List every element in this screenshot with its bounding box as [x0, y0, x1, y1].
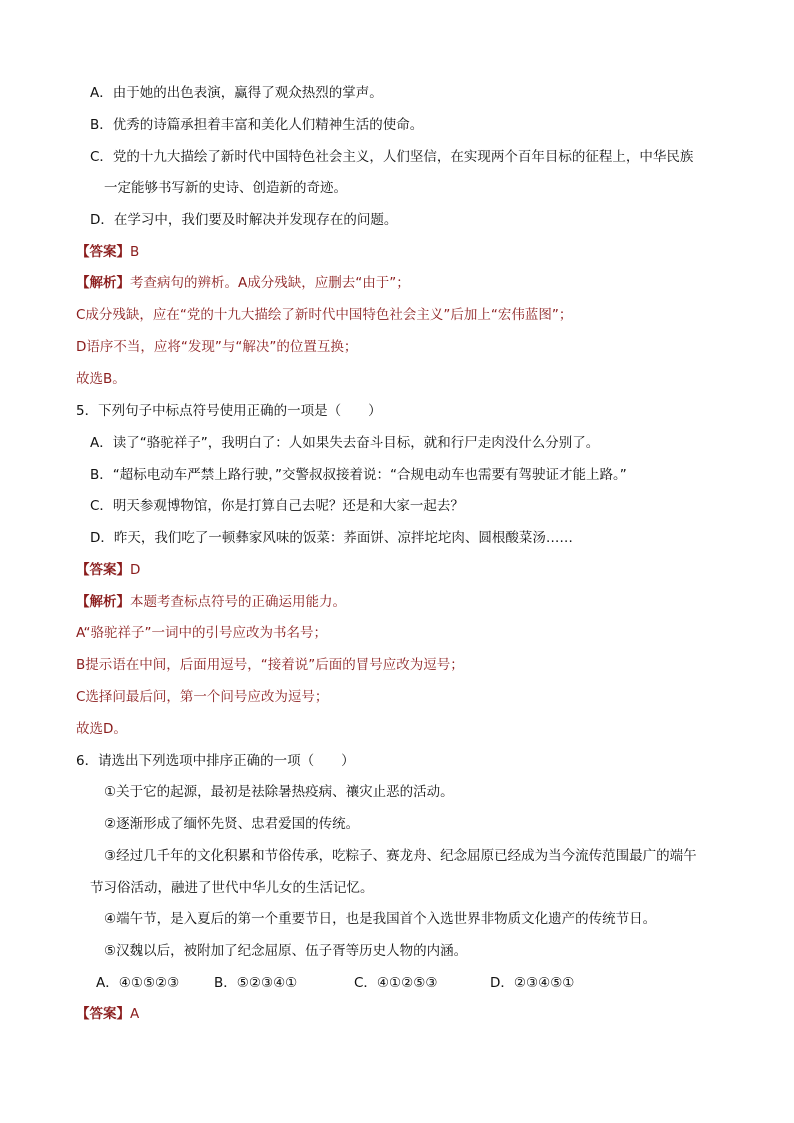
q6-choice-b: B．⑤②③④① — [214, 975, 298, 991]
q4-option-a: A．由于她的出色表演，赢得了观众热烈的掌声。 — [90, 85, 383, 101]
q4-option-b: B．优秀的诗篇承担着丰富和美化人们精神生活的使命。 — [90, 117, 424, 133]
q5-stem: 5．下列句子中标点符号使用正确的一项是（ ） — [76, 403, 382, 419]
q6-item-3: ③经过几千年的文化积累和节俗传承，吃粽子、赛龙舟、纪念屈原已经成为当今流传范围最广的端午 — [104, 848, 697, 864]
q5-answer — [76, 561, 140, 579]
q4-answer — [76, 243, 139, 261]
q4-note-d: D语序不当，应将“发现”与“解决”的位置互换； — [76, 339, 358, 355]
q6-item-2: ②逐渐形成了缅怀先贤、忠君爱国的传统。 — [104, 816, 360, 832]
q5-note-b: B提示语在中间，后面用逗号，“接着说”后面的冒号应改为逗号； — [76, 657, 464, 673]
answer-tag: 【答案】 — [76, 562, 130, 578]
q4-conclusion: 故选B。 — [76, 371, 126, 387]
q6-choice-c: C．④①②⑤③ — [354, 975, 438, 991]
answer-value: A — [130, 1006, 140, 1022]
q4-analysis — [76, 274, 410, 292]
answer-value: D — [130, 562, 141, 578]
analysis-tag: 【解析】 — [76, 594, 130, 610]
q6-item-4: ④端午节，是入夏后的第一个重要节日，也是我国首个入选世界非物质文化遗产的传统节日。 — [104, 911, 657, 927]
answer-tag: 【答案】 — [76, 1006, 130, 1022]
q6-choice-a: A．④①⑤②③ — [96, 975, 180, 991]
q4-option-c: C．党的十九大描绘了新时代中国特色社会主义，人们坚信，在实现两个百年目标的征程上，中华民族 — [90, 149, 694, 165]
q5-conclusion: 故选D。 — [76, 721, 127, 737]
q5-option-b: B．“超标电动车严禁上路行驶，”交警叔叔接着说：“合规电动车也需要有驾驶证才能上路。” — [90, 467, 627, 483]
answer-value: B — [130, 244, 140, 260]
analysis-text: 考查病句的辨析。A成分残缺，应删去“由于”； — [130, 275, 410, 291]
q4-option-c-continued: 一定能够书写新的史诗、创造新的奇迹。 — [104, 180, 347, 196]
q6-item-3-continued: 节习俗活动，融进了世代中华儿女的生活记忆。 — [90, 880, 374, 896]
q5-option-d: D．昨天，我们吃了一顿彝家风味的饭菜：荞面饼、凉拌坨坨肉、圆根酸菜汤…… — [90, 530, 573, 546]
q6-stem: 6．请选出下列选项中排序正确的一项（ ） — [76, 753, 355, 769]
q5-option-c: C．明天参观博物馆，你是打算自己去呢？还是和大家一起去？ — [90, 498, 464, 514]
q6-answer — [76, 1005, 139, 1023]
q5-note-c: C选择问最后问，第一个问号应改为逗号； — [76, 689, 329, 705]
answer-tag: 【答案】 — [76, 244, 130, 260]
analysis-text: 本题考查标点符号的正确运用能力。 — [130, 594, 346, 610]
q6-item-5: ⑤汉魏以后，被附加了纪念屈原、伍子胥等历史人物的内涵。 — [104, 943, 468, 959]
q6-choice-d: D．②③④⑤① — [490, 975, 575, 991]
q5-note-a: A“骆驼祥子”一词中的引号应改为书名号； — [76, 625, 327, 641]
analysis-tag: 【解析】 — [76, 275, 130, 291]
q5-option-a: A．读了“骆驼祥子”，我明白了：人如果失去奋斗目标，就和行尸走肉没什么分别了。 — [90, 435, 600, 451]
q4-option-d: D．在学习中，我们要及时解决并发现存在的问题。 — [90, 212, 398, 228]
q4-note-c: C成分残缺，应在“党的十九大描绘了新时代中国特色社会主义”后加上“宏伟蓝图”； — [76, 307, 573, 323]
q5-analysis — [76, 593, 346, 611]
q6-item-1: ①关于它的起源，最初是祛除暑热疫病、禳灾止恶的活动。 — [104, 784, 454, 800]
